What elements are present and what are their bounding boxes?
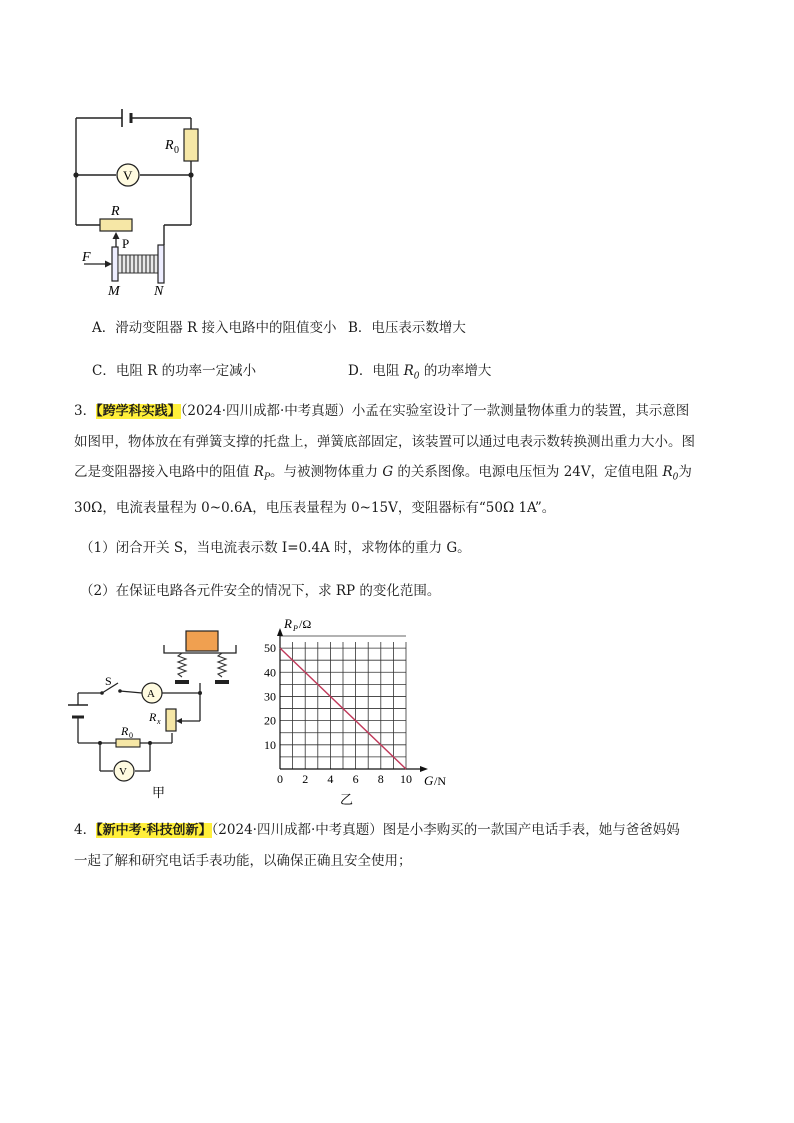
chart-ylabel-unit: /Ω: [299, 617, 312, 631]
y-axis-arrow: [277, 628, 283, 636]
y-tick-label: 50: [264, 641, 276, 656]
q4-line2: 一起了解和研究电话手表功能，以确保正确且安全使用；: [74, 853, 412, 869]
chart-xlabel: G: [424, 773, 434, 788]
q4-tag: 【新中考·科技创新】: [96, 823, 212, 838]
q3-number: 3．: [74, 403, 97, 419]
plate-m: [112, 247, 118, 281]
rx-resistor: [166, 709, 176, 731]
force-label: F: [82, 250, 91, 265]
r0-label: R: [165, 138, 174, 153]
caption-yi: 乙: [340, 792, 354, 807]
r0-sub: 0: [174, 145, 179, 156]
chart-ylabel-sub: P: [293, 624, 298, 633]
plate-n: [158, 245, 164, 283]
q3-line2: 如图甲，物体放在有弹簧支撑的托盘上，弹簧底部固定，该装置可以通过电表示数转换测出重力大小。图: [74, 434, 695, 450]
option-c[interactable]: C．电阻 R 的功率一定减小: [92, 363, 257, 379]
r0-resistor: [184, 129, 198, 161]
q3-tag: 【跨学科实践】: [96, 404, 181, 419]
rheostat-label: R: [111, 204, 120, 219]
q3-sub2: （2）在保证电路各元件安全的情况下，求 RP 的变化范围。: [80, 583, 441, 599]
q3-line3a: 乙是变阻器接入电路中的阻值: [74, 464, 254, 480]
x-tick-label: 4: [327, 772, 334, 786]
chart-rp-vs-g: [258, 612, 458, 808]
chart-xlabel-unit: /N: [434, 774, 446, 788]
q3-line4: 30Ω，电流表量程为 0~0.6A，电压表量程为 0~15V，变阻器标有“50Ω 1A”。: [74, 499, 556, 516]
voltmeter-label-jia: V: [119, 766, 127, 778]
weight-block: [186, 631, 218, 651]
option-d-prefix: D．电阻: [348, 363, 404, 379]
option-d-suffix: 的功率增大: [419, 363, 492, 379]
n-label: N: [154, 284, 164, 299]
q4-number: 4．: [74, 822, 97, 838]
x-tick-label: 6: [352, 772, 359, 786]
q4-source: （2024·四川成都·中考真题）: [211, 822, 383, 838]
r0-label-jia: R: [121, 724, 129, 738]
switch-label: S: [105, 674, 112, 688]
rheostat-r: [100, 219, 132, 231]
m-label: M: [108, 284, 120, 299]
y-tick-label: 40: [264, 665, 276, 680]
x-axis-arrow: [420, 766, 428, 772]
circuit-figure-1: [60, 95, 250, 300]
chart-ylabel: R: [284, 616, 292, 631]
y-tick-label: 10: [264, 737, 276, 752]
x-tick-label: 0: [277, 772, 283, 786]
q3-line1: 小孟在实验室设计了一款测量物体重力的装置，其示意图: [351, 403, 690, 419]
option-d-sub: 0: [413, 371, 420, 382]
slider-p-label: P: [122, 236, 130, 251]
circuit-figure-jia: [60, 625, 250, 805]
ammeter-label: A: [147, 688, 155, 700]
q4-line1: 图是小李购买的一款国产电话手表，她与爸爸妈妈: [382, 822, 680, 838]
q3-line3b: 。与被测物体重力: [270, 464, 383, 480]
caption-jia: 甲: [152, 785, 166, 800]
question-4: [74, 815, 704, 876]
y-tick-label: 30: [264, 689, 276, 704]
q3-line3d: 为: [678, 464, 692, 480]
option-a[interactable]: A．滑动变阻器 R 接入电路中的阻值变小: [92, 320, 337, 336]
q3-line3c: 的关系图像。电源电压恒为 24V，定值电阻: [393, 464, 663, 480]
q3-sub1: （1）闭合开关 S，当电流表示数 I=0.4A 时，求物体的重力 G。: [80, 540, 471, 556]
rx-sub: x: [157, 717, 161, 726]
voltmeter-label: V: [123, 168, 133, 183]
option-d-var: R: [403, 363, 414, 379]
q3-source: （2024·四川成都·中考真题）: [180, 403, 352, 419]
y-tick-label: 20: [264, 713, 276, 728]
x-tick-label: 10: [400, 772, 412, 786]
r0-resistor-jia: [116, 739, 140, 747]
x-tick-label: 8: [377, 772, 384, 786]
rx-label: R: [149, 710, 157, 724]
r0-sub-jia: 0: [129, 731, 133, 740]
question-3: 3．【跨学科实践】（2024·四川成都·中考真题）小孟在实验室设计了一款测量物体重力的装置，其示意图 如图甲，物体放在有弹簧支撑的托盘上，弹簧底部固定，该装置可以通过电表示数转换测出重力大小。图 乙是变阻器接入电路中的阻值 $R_P$。与被测物体重力 G 的关系图像。电源电压恒为 24V，定值电阻 $R_0$为 30Ω，电流表量程为 0~0.6A，电压表量程为 0~15V，变阻器标有“50Ω 1A”。: [74, 396, 704, 523]
x-tick-label: 2: [302, 772, 309, 786]
option-b[interactable]: B．电压表示数增大: [348, 320, 466, 336]
option-d[interactable]: [348, 362, 491, 386]
